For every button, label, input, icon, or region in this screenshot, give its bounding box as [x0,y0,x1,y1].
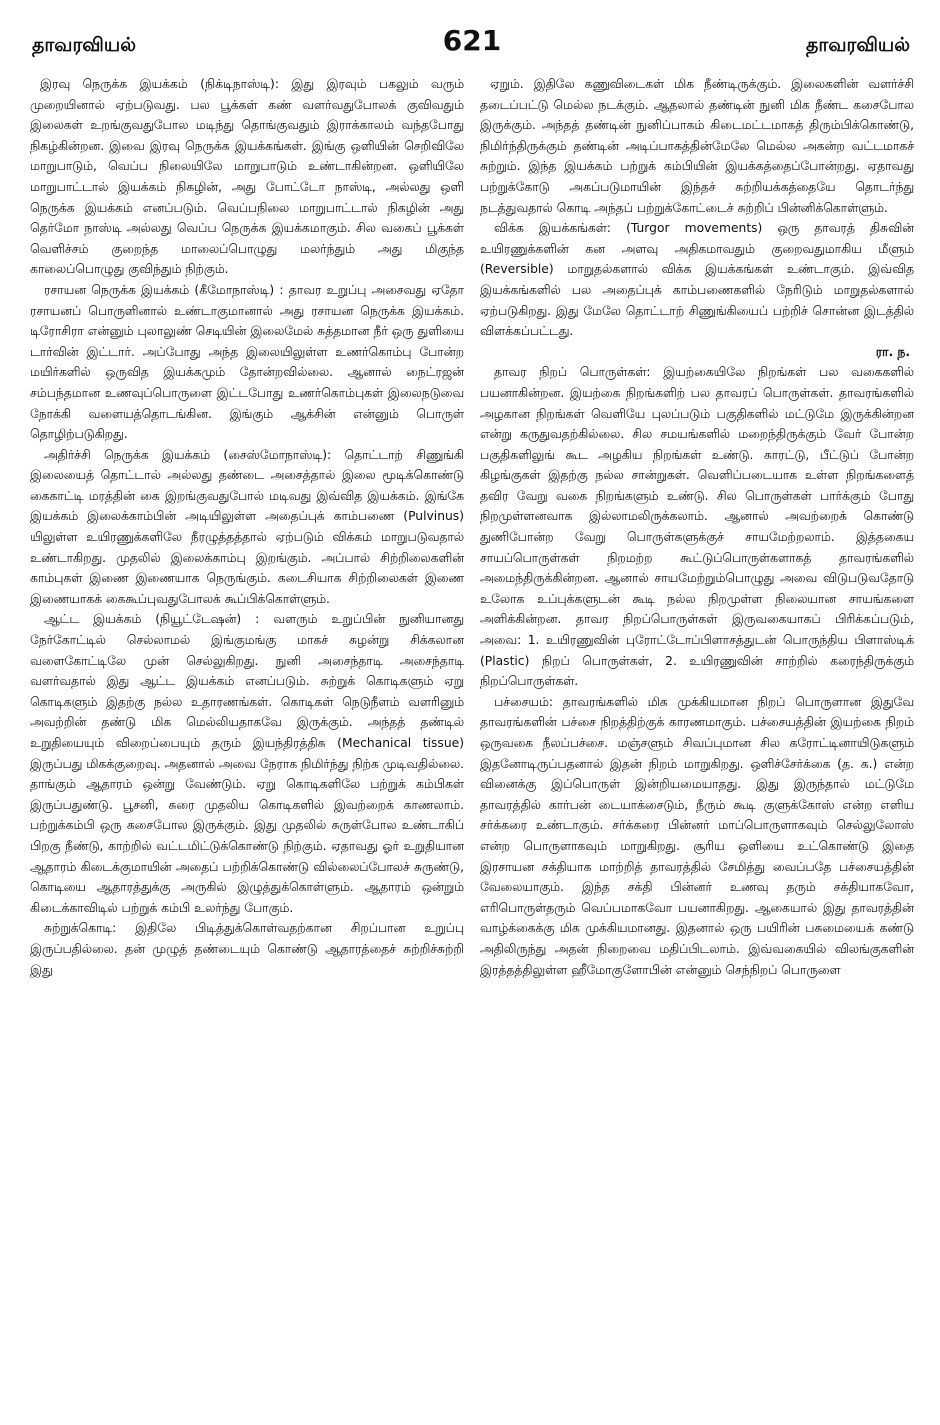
left-column [30,74,464,1409]
page-header [30,16,914,70]
paragraph-night-movement: இரவு நெருக்க இயக்கம் (நிக்டிநாஸ்டி): இது இரவும் பகலும் வரும் முறையினால் ஏற்படுவது. பல பூக்கள் கண் வளர்வதுபோலக் குவிவதும் இலைகள் உறங்குவதுபோல மடிந்து தொங்குவதும் இராக்காலம் வந்தபோது நிகழ்கின்றன. இவை இரவு நெருக்க இயக்கங்கள். இங்கு ஒளியின் செறிவிலே மாறுபாடும், வெப்ப நிலையிலே மாறுபாடும் உண்டாகின்றன. ஒளியிலே மாறுபாட்டால் இயக்கம் நிகழின், அது போட்டோ நாஸ்டி, அல்லது ஒளி நெருக்க இயக்கம் எனப்படும். வெப்பநிலை மாறுபாட்டால் நிகழின் அது தெர்மோ நாஸ்டி அல்லது வெப்ப நெருக்க இயக்கமாகும். சில வகைப் பூக்கள் வெளிச்சம் குறைந்த மாலைப்பொழுது மலர்ந்தும் அது மிகுந்த காலைப்பொழுது குவிந்தும் நிற்கும். [30,77,464,277]
author-initials: ரா. ந. [875,344,910,359]
text-columns [30,74,914,1409]
page-number: 621 [442,24,502,57]
running-title-right: தாவரவியல் [806,34,910,56]
paragraph-twiner-continued: ஏறும். இதிலே கணுவிடைகள் மிக நீண்டிருக்கும். இலைகளின் வளர்ச்சி தடைப்பட்டு மெல்ல நடக்கும். ஆதலால் தண்டின் நுனி மிக நீண்ட கசைபோல இருக்கும். அந்தத் தண்டின் நுனிப்பாகம் கிடைமட்டமாகத் திரும்பிக்கொண்டு, நிமிர்ந்திருக்கும் தண்டின் அடிப்பாகத்தின்மேலே மெல்ல அகன்ற வட்டமாகச் சுற்றும். இந்த இயக்கம் பற்றுக் கம்பியின் இயக்கத்தைப்போன்றது. ஏதாவது பற்றுக்கோடு அகப்படுமாயின் இந்தச் சுற்றியக்கத்தையே தொடர்ந்து நடத்துவதால் கொடி அந்தப் பற்றுக்கோட்டைச் சுற்றிப் பின்னிக்கொள்ளும். [480,77,914,215]
paragraph-chemonasty: ரசாயன நெருக்க இயக்கம் (கீமோநாஸ்டி) : தாவர உறுப்பு அசைவது ஏதோ ரசாயனப் பொருளினால் உண்டாகுமானால் அது ரசாயன நெருக்க இயக்கம். டிரோசிரா என்னும் புலாலுண் செடியின் இலைமேல் சுத்தமான நீர் ஒரு துளியை டார்வின் இட்டார். அப்போது அந்த இலையிலுள்ள உணர்கொம்பு போன்ற மயிர்களில் ஒருவித இயக்கமும் தோன்றவில்லை. ஆனால் நைட்ரஜன் சம்பந்தமான உணவுப்பொருளை இட்டபோது உணர்கொம்புகள் இலைநடுவை நோக்கி வளையத்தொடங்கின. இங்கும் ஆக்சின் என்னும் பொருள் தொழிற்படுகிறது. [30,282,464,442]
running-title-left: தாவரவியல் [32,34,136,56]
paragraph-twiner: சுற்றுக்கொடி: இதிலே பிடித்துக்கொள்வதற்கான சிறப்பான உறுப்பு இருப்பதில்லை. தன் முழுத் தண்டையும் கொண்டு ஆதாரத்தைச் சுற்றிச்சுற்றி இது [30,921,464,977]
paragraph-plant-pigments: தாவர நிறப் பொருள்கள்: இயற்கையிலே நிறங்கள் பல வகைகளில் பயனாகின்றன. இயற்கை நிறங்களிற் பல தாவரப் பொருள்கள். தாவரங்களில் அழகான நிறங்கள் வெளியே புலப்படும் பகுதிகளில் மட்டுமே இருக்கின்றன என்று கருதுவதற்கில்லை. சில சமயங்களில் மறைந்திருக்கும் வேர் போன்ற பகுதிகளிலுங் கூட அழகிய நிறங்கள் உண்டு. காரட்டு, பீட்டுப் போன்ற கிழங்குகள் இதற்கு நல்ல சான்றுகள். வெளிப்படையாக உள்ள நிறங்களைத் தவிர வேறு வகை நிறங்களும் உண்டு. சில பொருள்கள் பார்க்கும் போது நிறமுள்ளனவாக இல்லாமலிருக்கலாம். ஆனால் அவற்றைக் கொண்டு துணிபோன்ற வேறு பொருள்களுக்குச் சாயமேற்றலாம். இத்தகைய சாயப்பொருள்கள் நிறமற்ற கூட்டுப்பொருள்களாகத் தாவரங்களில் அமைந்திருக்கின்றன. ஆனால் சாயமேற்றும்பொழுது அவை விடுபடுவதோடு உலோக உப்புக்களுடன் கூடி நல்ல நிறமுள்ள நிலையான சாயங்களை அளிக்கின்றன. தாவர நிறப்பொருள்கள் இருவகையாகப் பிரிக்கப்படும், அவை: 1. உயிரணுவின் புரோட்டோப்பிளாசத்துடன் பொருந்திய பிளாஸ்டிக் (Plastic) நிறப் பொருள்கள், 2. உயிரணுவின் சாற்றில் கரைந்திருக்கும் நிறப்பொருள்கள். [480,365,914,689]
paragraph-chlorophyll: பச்சையம்: தாவரங்களில் மிக முக்கியமான நிறப் பொருளான இதுவே தாவரங்களின் பச்சை நிறத்திற்குக் காரணமாகும். பச்சையத்தின் இயற்கை நிறம் ஒருவகை நீலப்பச்சை. மஞ்சளும் சிவப்புமான சில கரோட்டினாயிடுகளும் இதனோடிருப்பதனால் இதன் நிறம் மாறுகிறது. ஒளிச்சேர்க்கை (த. க.) என்ற வினைக்கு இப்பொருள் இன்றியமையாதது. இது இருந்தால் மட்டுமே தாவரத்தில் கார்பன் டையாக்சைடும், நீரும் கூடி குளுக்கோஸ் என்ற எளிய சர்க்கரை உண்டாகும். சர்க்கரை பின்னர் மாப்பொருளாகவும் செல்லுலோஸ் என்ற பொருளாகவும் மாறுகிறது. சூரிய ஒளியை உட்கொண்டு இதை இரசாயன சக்தியாக மாற்றித் தாவரத்தில் சேமித்து வைப்பதே பச்சையத்தின் வேலையாகும். இந்த சக்தி பின்னர் உணவு தரும் சக்தியாகவோ, எரிபொருள்தரும் வெப்பமாகவோ பயனாகிறது. ஆகையால் இது தாவரத்தின் வாழ்க்கைக்கு மிக முக்கியமானது. இதனால் ஒரு பயிரின் பசுமையைக் கண்டு அதிலிருந்து அதன் நிறைவை மதிப்பிடலாம். இவ்வகையில் விலங்குகளின் இரத்தத்திலுள்ள ஹீமோகுளோபின் என்னும் செந்நிறப் பொருளை [480,694,914,977]
paragraph-nutation: ஆட்ட இயக்கம் (நியூட்டேஷன்) : வளரும் உறுப்பின் நுனியானது நேர்கோட்டில் செல்லாமல் இங்குமங்கு மாகச் சுழன்று சிக்கலான வளைகோட்டிலே முன் செல்லுகிறது. நுனி அசைந்தாடி அசைந்தாடி வளர்வதால் இது ஆட்ட இயக்கம் எனப்படும். சுற்றுக் கொடிகளும் ஏறு கொடிகளும் இதற்கு நல்ல உதாரணங்கள். கொடிகள் நெடுநீளம் வளரினும் அவற்றின் தண்டு மிக மெல்லியதாகவே இருக்கும். அந்தத் தண்டில் உறுதியையும் விறைப்பையும் தரும் இயந்திரத்திசு (Mechanical tissue) இருப்பது மிகக்குறைவு. அதனால் அவை நேராக நிமிர்ந்து நிற்க முடிவதில்லை. தாங்கும் ஆதாரம் ஒன்று வேண்டும். ஏறு கொடிகளிலே பற்றுக் கம்பிகள் இருப்பதுண்டு. பூசனி, சுரை முதலிய கொடிகளில் இவற்றைக் காணலாம். பற்றுக்கம்பி ஒரு கசைபோல இருக்கும். இது முதலில் சுருள்போல உண்டாகிப் பிறகு நீண்டு, காற்றில் வட்டமிட்டுக்கொண்டு நிற்கும். ஏதாவது ஓர் உறுதியான ஆதாரம் கிடைக்குமாயின் அதைப் பற்றிக்கொண்டு வில்லைப்போலச் சுருண்டு, கொடியை ஆதாரத்துக்கு அருகில் இழுத்துக்கொள்ளும். ஆதாரம் ஒன்றும் கிடைக்காவிடில் பற்றுக் கம்பி உலர்ந்து போகும். [30,612,464,915]
right-column [480,74,914,1409]
paragraph-turgor-movements: விக்க இயக்கங்கள்: (Turgor movements) ஒரு தாவரத் திசுவின் உயிரணுக்களின் கன அளவு அதிகமாவதும் குறைவதுமாகிய மீளும் (Reversible) மாறுதல்களால் விக்க இயக்கங்கள் உண்டாகும். இவ்வித இயக்கங்களில் பல அதைப்புக் காம்பணைகளில் நேரிடும் மாறுதல்களால் ஏற்படுகிறது. இது மேலே தொட்டாற் சிணுங்கியைப் பற்றிச் சொன்ன இடத்தில் விளக்கப்பட்டது. [480,221,914,339]
paragraph-seismonasty: அதிர்ச்சி நெருக்க இயக்கம் (சைஸ்மோநாஸ்டி): தொட்டாற் சிணுங்கி இலையைத் தொட்டால் அல்லது தண்டை அசைத்தால் இலை மூடிக்கொண்டு கைகாட்டி மரத்தின் கை இறங்குவதுபோல் மடிவது இவ்வித இயக்கம். இங்கே இயக்கம் இலைக்காம்பின் அடியிலுள்ள அதைப்புக் காம்பணை (Pulvinus) யிலுள்ள உயிரணுக்களிலே நீரழுத்தத்தால் ஏற்படும் விக்கம் மாறுபடுவதால் உண்டாகிறது. முதலில் இலைக்காம்பு இறங்கும். அப்பால் சிற்றிலைகளின் காம்புகள் இணை இணையாக நெருங்கும். கடைசியாக சிற்றிலைகள் இணை இணையாகக் கைகூப்புவதுபோலக் கூப்பிக்கொள்ளும். [30,447,464,606]
